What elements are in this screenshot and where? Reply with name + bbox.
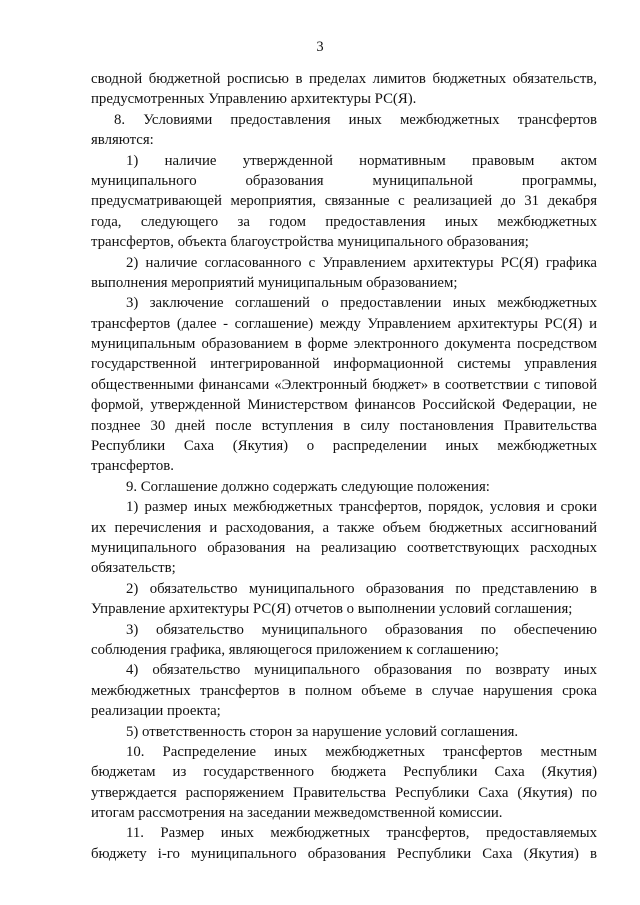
text-line: формой, утвержденной Министерством финансов Российской Федерации, не bbox=[91, 397, 597, 414]
text-line: предусматривающей мероприятия, связанные с реализацией до 31 декабря bbox=[91, 193, 597, 210]
text-line: трансфертов. bbox=[91, 458, 174, 475]
text-line: 1) наличие утвержденной нормативным правовым актом bbox=[126, 152, 597, 169]
text-line: их перечисления и расходования, а также объем бюджетных ассигнований bbox=[91, 519, 597, 536]
text-line: 3) обязательство муниципального образования по обеспечению bbox=[126, 621, 597, 638]
text-line: общественными финансами «Электронный бюджет» в соответствии с типовой bbox=[91, 376, 597, 393]
text-line: обязательств; bbox=[91, 560, 176, 577]
text-line: муниципального образования муниципальной программы, bbox=[91, 172, 597, 189]
text-line: 3) заключение соглашений о предоставлении иных межбюджетных bbox=[126, 295, 597, 312]
text-line: бюджету i-го муниципального образования Республики Саха (Якутия) в bbox=[91, 845, 597, 862]
text-line: 10. Распределение иных межбюджетных трансфертов местным bbox=[126, 743, 597, 760]
text-line: межбюджетных трансфертов в полном объеме в случае нарушения срока bbox=[91, 682, 597, 699]
text-line: 11. Размер иных межбюджетных трансфертов, предоставляемых bbox=[126, 825, 597, 842]
text-line: являются: bbox=[91, 132, 154, 149]
text-line: трансфертов, объекта благоустройства муниципального образования; bbox=[91, 234, 529, 251]
text-line: муниципальным образованием в форме электронного документа посредством bbox=[91, 336, 597, 353]
text-line: Республики Саха (Якутия) о распределении иных межбюджетных bbox=[91, 438, 597, 455]
page-number: 3 bbox=[316, 39, 324, 55]
document-body bbox=[91, 69, 597, 864]
text-line: 8. Условиями предоставления иных межбюджетных трансфертов bbox=[114, 111, 597, 128]
text-line: 9. Соглашение должно содержать следующие положения: bbox=[126, 478, 490, 495]
text-line: Управление архитектуры РС(Я) отчетов о выполнении условий соглашения; bbox=[91, 601, 573, 618]
text-line: соблюдения графика, являющегося приложением к соглашению; bbox=[91, 641, 499, 658]
text-line: трансфертов (далее - соглашение) между Управлением архитектуры РС(Я) и bbox=[91, 315, 597, 332]
text-line: утверждается распоряжением Правительства Республики Саха (Якутия) по bbox=[91, 784, 597, 801]
text-line: 5) ответственность сторон за нарушение условий соглашения. bbox=[126, 723, 519, 740]
text-line: реализации проекта; bbox=[91, 703, 221, 720]
text-line: 2) наличие согласованного с Управлением архитектуры РС(Я) графика bbox=[126, 254, 597, 271]
text-line: 2) обязательство муниципального образования по представлению в bbox=[126, 580, 597, 597]
text-line: сводной бюджетной росписью в пределах лимитов бюджетных обязательств, bbox=[91, 71, 597, 87]
text-line: предусмотренных Управлению архитектуры РС(Я). bbox=[91, 91, 417, 108]
text-line: 4) обязательство муниципального образования по возврату иных bbox=[126, 662, 597, 679]
text-line: года, следующего за годом предоставления иных межбюджетных bbox=[91, 213, 597, 230]
text-line: муниципального образования на реализацию соответствующих расходных bbox=[91, 539, 597, 556]
text-line: государственной интегрированной информационной системы управления bbox=[91, 356, 597, 373]
text-line: выполнения мероприятий муниципальным образованием; bbox=[91, 274, 458, 291]
text-line: бюджетам из государственного бюджета Республики Саха (Якутия) bbox=[91, 764, 597, 781]
text-line: позднее 30 дней после вступления в силу постановления Правительства bbox=[91, 417, 597, 434]
text-line: итогам рассмотрения на заседании межведомственной комиссии. bbox=[91, 805, 503, 822]
text-line: 1) размер иных межбюджетных трансфертов, порядок, условия и сроки bbox=[126, 499, 597, 516]
